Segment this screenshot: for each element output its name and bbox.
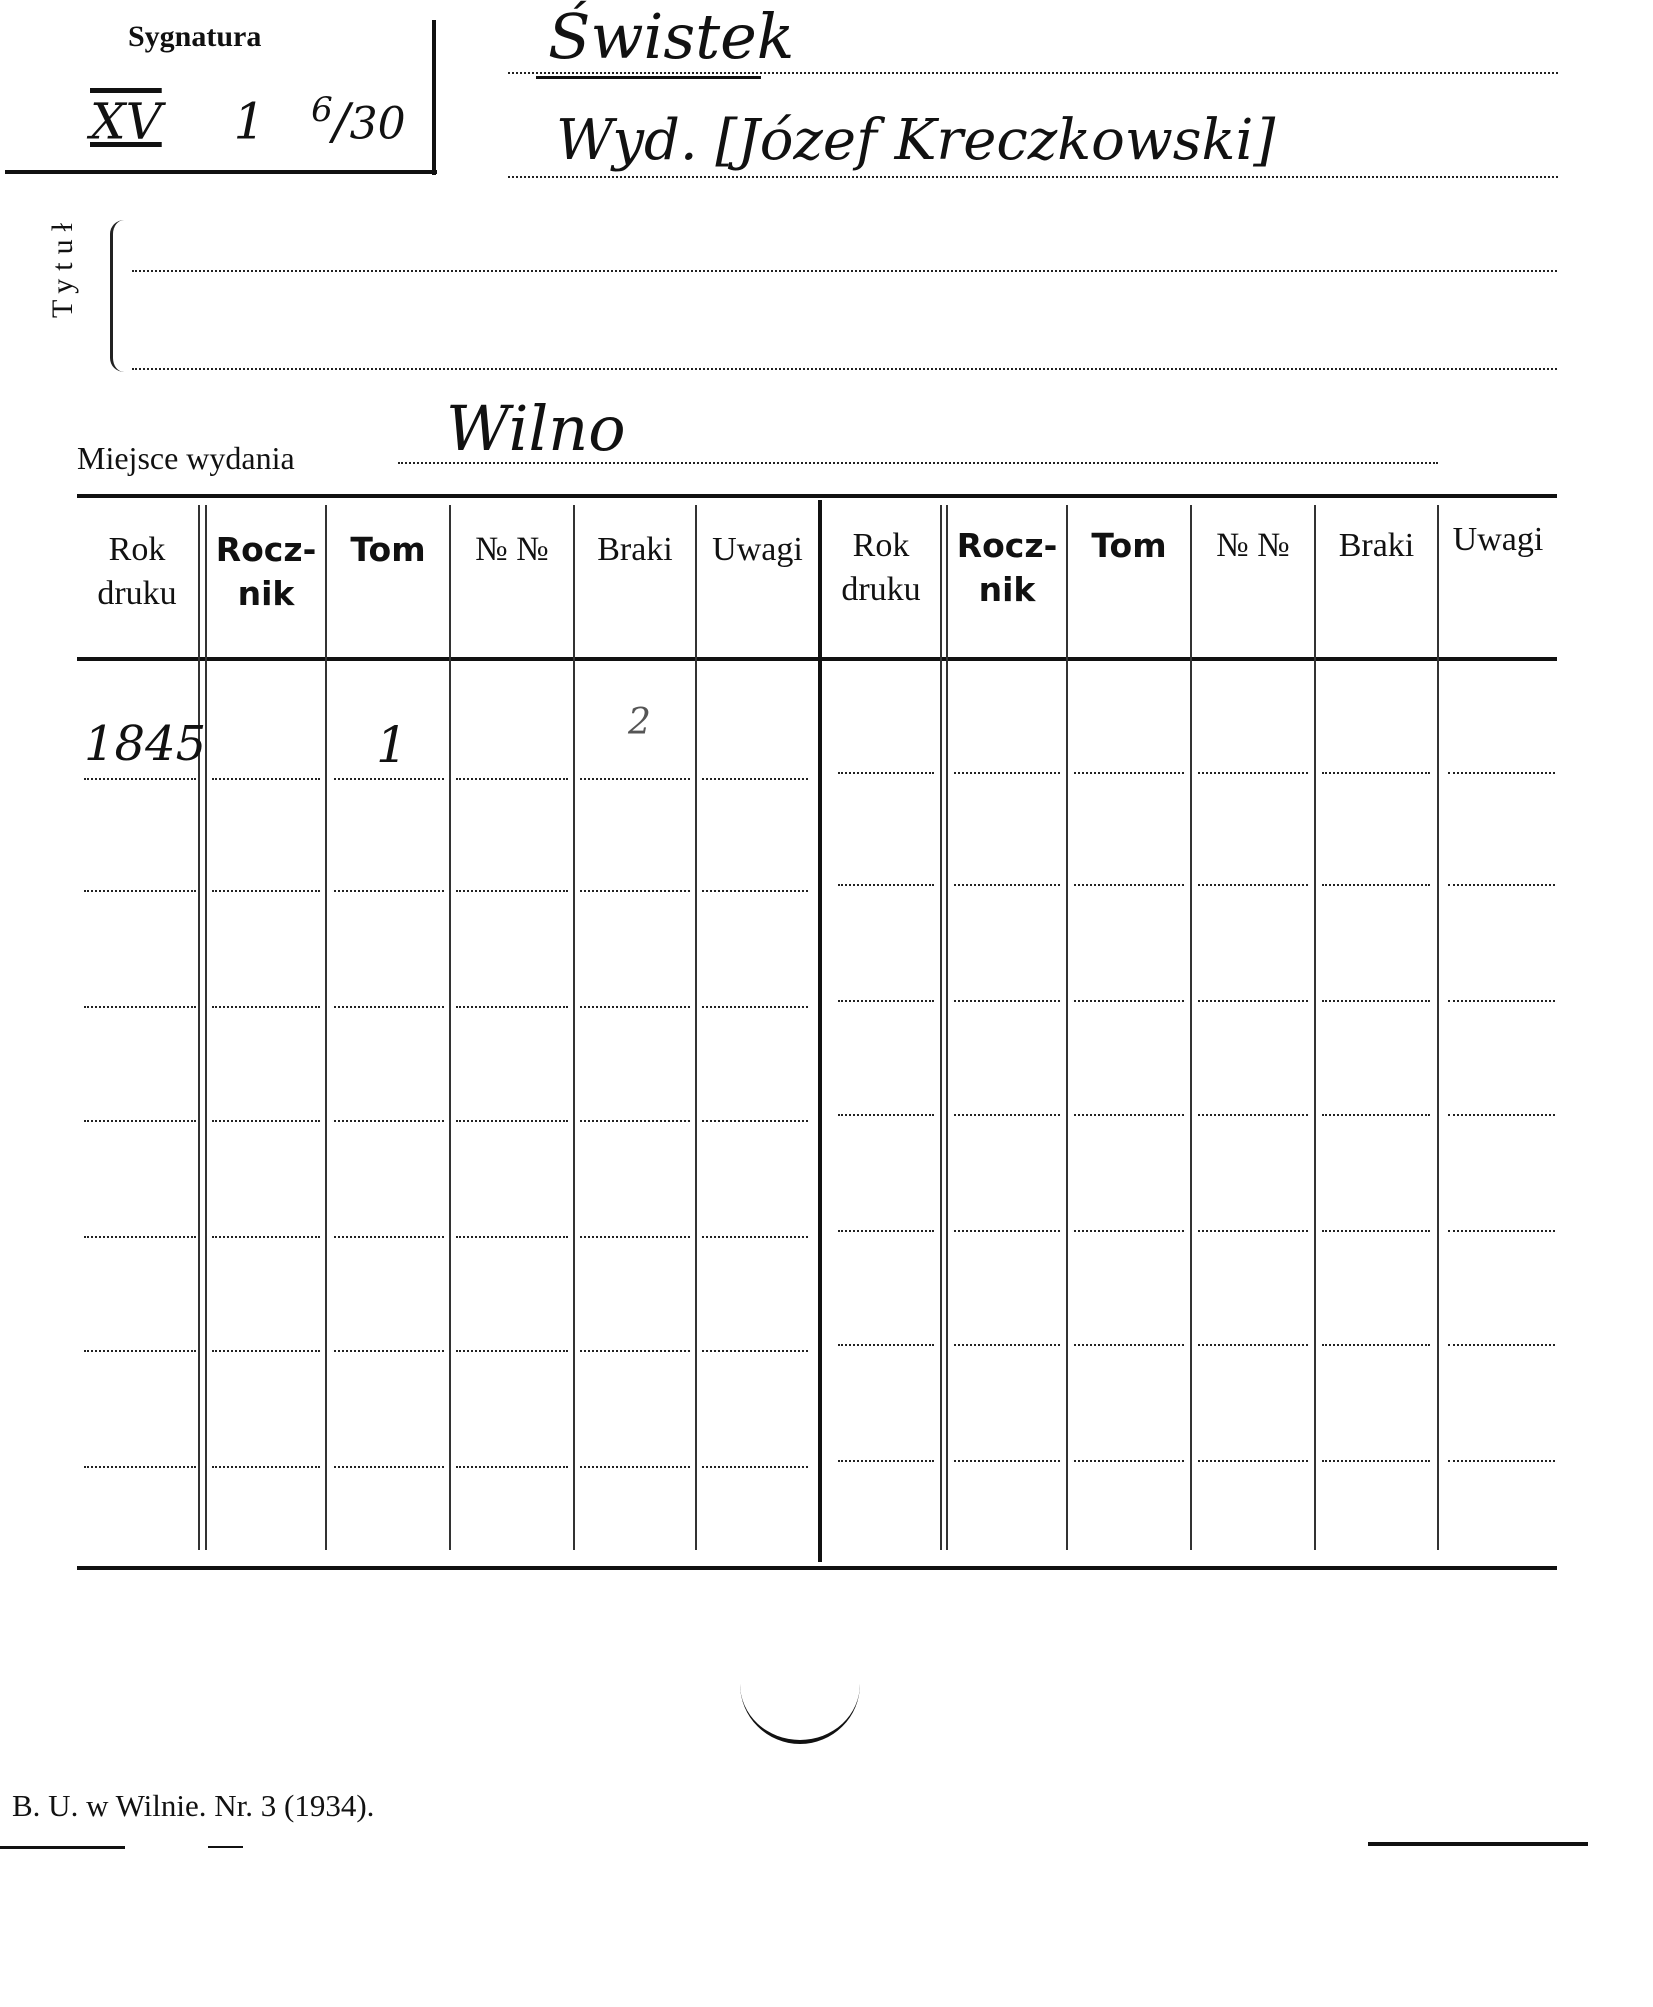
row-dotline [212, 1350, 320, 1352]
row-dotline [212, 1466, 320, 1468]
footer-rule-mid [208, 1846, 243, 1848]
handwritten-publisher: Wyd. [Józef Kreczkowski] [556, 108, 1276, 173]
row-dotline [1198, 1460, 1308, 1462]
row-dotline [1074, 772, 1184, 774]
col-header-braki: Braki [597, 531, 673, 568]
table-top-rule [77, 494, 1557, 498]
row-dotline [580, 778, 690, 780]
row-dotline [334, 1350, 444, 1352]
row-dotline [84, 890, 196, 892]
row-dotline [1322, 1460, 1430, 1462]
row-dotline [702, 1006, 808, 1008]
row-dotline [580, 1006, 690, 1008]
row-dotline [1322, 1344, 1430, 1346]
row-dotline [954, 1114, 1060, 1116]
signature-value: XV 1 $^6$/30 [90, 90, 406, 151]
row-dotline [838, 1230, 934, 1232]
row-dotline [1448, 1114, 1555, 1116]
row-dotline [84, 1120, 196, 1122]
row-dotline [1448, 1230, 1555, 1232]
place-value: Wilno [446, 392, 626, 465]
row-dotline [456, 1120, 568, 1122]
col-header-rocznik: Rocz- nik [215, 530, 317, 613]
footer-rule-left [0, 1846, 125, 1849]
row-dotline [84, 1006, 196, 1008]
row-dotline [1448, 1000, 1555, 1002]
row-dotline [580, 1120, 690, 1122]
row-dotline [212, 890, 320, 892]
col-sep-7b [946, 505, 948, 1550]
row-dotline [84, 778, 196, 780]
row-dotline [456, 1236, 568, 1238]
row-dotline [1322, 1114, 1430, 1116]
col-header-numery-2: № № [1216, 527, 1290, 564]
col-sep-8 [1066, 505, 1068, 1550]
row-dotline [1198, 1114, 1308, 1116]
signature-divider [432, 20, 436, 175]
row-dotline [456, 1466, 568, 1468]
col-header-numery: № № [475, 531, 549, 568]
row-dotline [84, 1236, 196, 1238]
footer-curl-mark [740, 1680, 860, 1744]
row-dotline [1074, 1460, 1184, 1462]
col-sep-9 [1190, 505, 1192, 1550]
col-sep-1 [198, 505, 200, 1550]
row-dotline [1198, 884, 1308, 886]
row-dotline [456, 778, 568, 780]
row-dotline [456, 890, 568, 892]
table-bottom-rule [77, 1566, 1557, 1570]
signature-label: Sygnatura [128, 20, 262, 53]
row-dotline [212, 1236, 320, 1238]
row-dotline [580, 890, 690, 892]
signature-underline [5, 170, 437, 174]
row-dotline [1074, 1230, 1184, 1232]
row-dotline [838, 1344, 934, 1346]
row-dotline [456, 1350, 568, 1352]
row-dotline [580, 1236, 690, 1238]
row-dotline [1448, 772, 1555, 774]
row-dotline [334, 890, 444, 892]
col-header-tom-2: Tom [1091, 526, 1167, 565]
row-dotline [1074, 1000, 1184, 1002]
row-dotline [212, 1006, 320, 1008]
signature-fraction-den: 30 [349, 98, 406, 150]
col-header-rocznik-2: Rocz- nik [956, 526, 1058, 609]
col-sep-7 [940, 505, 942, 1550]
col-header-uwagi: Uwagi [712, 531, 803, 568]
col-header-tom: Tom [350, 530, 426, 569]
col-sep-5 [695, 505, 697, 1550]
title-dotline [508, 72, 1558, 74]
row-dotline [954, 772, 1060, 774]
row-dotline [1198, 772, 1308, 774]
publisher-dotline [508, 176, 1558, 178]
row-dotline [702, 1466, 808, 1468]
col-sep-4 [573, 505, 575, 1550]
place-label: Miejsce wydania [77, 440, 295, 476]
title-underline [536, 76, 761, 79]
row-dotline [1322, 884, 1430, 886]
row-dotline [1198, 1344, 1308, 1346]
cell-braki-2: 2 [628, 702, 651, 743]
title-label: Tytuł [46, 215, 79, 318]
row-dotline [838, 1460, 934, 1462]
row-dotline [702, 1350, 808, 1352]
row-dotline [1448, 1344, 1555, 1346]
footer-imprint: B. U. w Wilnie. Nr. 3 (1934). [12, 1788, 375, 1823]
row-dotline [1322, 772, 1430, 774]
row-dotline [334, 1466, 444, 1468]
row-dotline [954, 1230, 1060, 1232]
row-dotline [1448, 1460, 1555, 1462]
row-dotline [1074, 1344, 1184, 1346]
title-line-2 [132, 368, 1557, 370]
col-header-braki-2: Braki [1338, 527, 1415, 564]
row-dotline [954, 1000, 1060, 1002]
row-dotline [702, 1120, 808, 1122]
cell-tom-1: 1 [376, 716, 408, 774]
col-sep-middle [818, 500, 822, 1562]
row-dotline [580, 1466, 690, 1468]
title-line-1 [132, 270, 1557, 272]
table-header-rule [77, 657, 1557, 661]
row-dotline [838, 1114, 934, 1116]
footer-rule-right [1368, 1842, 1588, 1846]
title-brace [110, 220, 129, 372]
row-dotline [954, 1344, 1060, 1346]
row-dotline [1198, 1000, 1308, 1002]
row-dotline [1074, 1114, 1184, 1116]
row-dotline [702, 890, 808, 892]
signature-part1: XV [90, 92, 162, 151]
row-dotline [212, 1120, 320, 1122]
row-dotline [334, 1236, 444, 1238]
col-header-uwagi-2: Uwagi [1452, 521, 1544, 558]
row-dotline [1198, 1230, 1308, 1232]
handwritten-title: Świstek [548, 0, 795, 73]
row-dotline [1448, 884, 1555, 886]
place-dotline [398, 462, 1438, 464]
col-sep-2 [325, 505, 327, 1550]
col-sep-1b [205, 505, 207, 1550]
col-header-rok-druku-2: Rok druku [841, 527, 921, 608]
col-sep-10 [1314, 505, 1316, 1550]
row-dotline [334, 1006, 444, 1008]
row-dotline [954, 884, 1060, 886]
row-dotline [334, 1120, 444, 1122]
row-dotline [456, 1006, 568, 1008]
row-dotline [212, 778, 320, 780]
row-dotline [1322, 1000, 1430, 1002]
row-dotline [84, 1350, 196, 1352]
signature-fraction-num: 6 [311, 90, 333, 130]
col-sep-3 [449, 505, 451, 1550]
row-dotline [954, 1460, 1060, 1462]
row-dotline [838, 1000, 934, 1002]
col-header-rok-druku: Rok druku [97, 531, 177, 612]
row-dotline [580, 1350, 690, 1352]
signature-part2: 1 [233, 92, 266, 151]
row-dotline [702, 1236, 808, 1238]
row-dotline [334, 778, 444, 780]
cell-rok-druku-1845: 1845 [84, 716, 207, 772]
row-dotline [1322, 1230, 1430, 1232]
row-dotline [1074, 884, 1184, 886]
row-dotline [838, 772, 934, 774]
row-dotline [84, 1466, 196, 1468]
col-sep-11 [1437, 505, 1439, 1550]
row-dotline [702, 778, 808, 780]
row-dotline [838, 884, 934, 886]
